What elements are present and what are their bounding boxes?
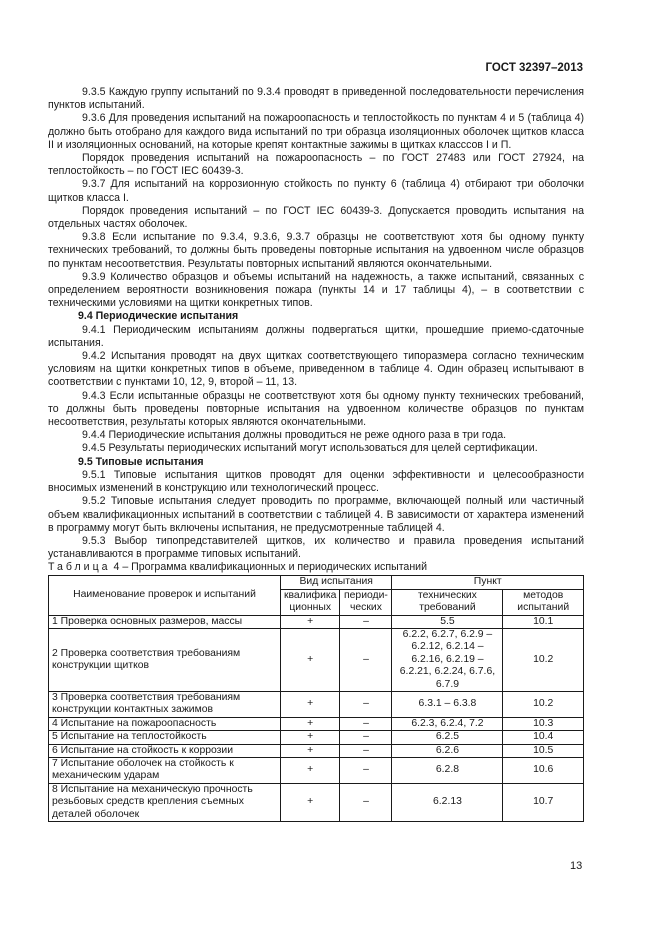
qualification-cell: + (280, 744, 340, 757)
document-code: ГОСТ 32397–2013 (485, 62, 583, 74)
test-name-cell: 5 Испытание на теплостойкость (49, 731, 281, 744)
test-method-cell: 10.2 (503, 691, 584, 717)
periodic-cell: – (340, 758, 392, 784)
page-number: 13 (570, 860, 583, 872)
qualification-cell: + (280, 731, 340, 744)
qualification-cell: + (280, 783, 340, 821)
test-method-cell: 10.4 (503, 731, 584, 744)
table-row (49, 758, 584, 784)
test-name-cell: 3 Проверка соответствия требованиям конструкции контактных зажимов (49, 691, 281, 717)
tech-requirements-cell: 6.2.8 (392, 758, 503, 784)
tech-requirements-cell: 6.2.13 (392, 783, 503, 821)
tech-requirements-cell: 6.2.2, 6.2.7, 6.2.9 – 6.2.12, 6.2.14 – 6.2.16, 6.2.19 – 6.2.21, 6.2.24, 6.7.6, 6.7.9 (392, 628, 503, 691)
tech-requirements-cell: 6.2.6 (392, 744, 503, 757)
col-header-name: Наименование проверок и испытаний (49, 576, 281, 615)
qualification-cell: + (280, 628, 340, 691)
paragraph-list (48, 86, 584, 561)
test-method-cell: 10.3 (503, 717, 584, 730)
paragraph: 9.3.5 Каждую группу испытаний по 9.3.4 проводят в приведенной последовательности перечисления пунктов испытаний. (48, 86, 584, 112)
periodic-cell: – (340, 717, 392, 730)
page-body (48, 86, 584, 822)
paragraph: 9.3.9 Количество образцов и объемы испытаний на надежность, а также испытаний, связанных с определением вероятности возникновения пожара (пункты 14 и 17 таблицы 4), – в соответствии с техническими условиями на щитки конкретных типов. (48, 270, 584, 310)
qualification-cell: + (280, 717, 340, 730)
paragraph: 9.4.3 Если испытанные образцы не соответствуют хотя бы одному пункту технических требований, то должны быть проведены повторные испытания на удвоенном количестве образцов по пунктам несоответствия, результаты которых являются окончательными. (48, 389, 584, 429)
table-row (49, 744, 584, 757)
tech-requirements-cell: 6.2.3, 6.2.4, 7.2 (392, 717, 503, 730)
test-method-cell: 10.2 (503, 628, 584, 691)
qualification-cell: + (280, 691, 340, 717)
paragraph: 9.5.2 Типовые испытания следует проводить по программе, включающей полный или частичный объем квалификационных испытаний в соответствии с таблицей 4. В зависимости от характера изменений в программу могут быть включены испытания, не предусмотренные таблицей 4. (48, 495, 584, 534)
paragraph: 9.3.8 Если испытание по 9.3.4, 9.3.6, 9.3.7 образцы не соответствуют хотя бы одному пункту технических требований, то должны быть проведены повторные испытания на удвоенном числе образцов по пунктам несоответствия. Результаты повторных испытаний являются окончательными. (48, 231, 584, 270)
qualification-cell: + (280, 758, 340, 784)
periodic-cell: – (340, 731, 392, 744)
test-name-cell: 1 Проверка основных размеров, массы (49, 615, 281, 628)
periodic-cell: – (340, 615, 392, 628)
table-row (49, 628, 584, 691)
periodic-cell: – (340, 691, 392, 717)
tech-requirements-cell: 6.3.1 – 6.3.8 (392, 691, 503, 717)
paragraph: 9.4.1 Периодическим испытаниям должны подвергаться щитки, прошедшие приемо-сдаточные испытания. (48, 323, 584, 349)
col-header-periodic: периоди-ческих (340, 589, 392, 615)
paragraph: Порядок проведения испытаний – по ГОСТ IEC 60439-3. Допускается проводить испытания на отдельных частях оболочек. (48, 204, 584, 231)
test-name-cell: 8 Испытание на механическую прочность резьбовых средств крепления съемных деталей оболочек (49, 783, 281, 821)
paragraph: 9.5.3 Выбор типопредставителей щитков, их количество и правила проведения испытаний устанавливаются в программе типовых испытаний. (48, 534, 584, 561)
test-name-cell: 4 Испытание на пожароопасность (49, 717, 281, 730)
test-method-cell: 10.7 (503, 783, 584, 821)
table-header-row (49, 576, 584, 589)
table-row (49, 615, 584, 628)
table-caption (48, 561, 584, 574)
periodic-cell: – (340, 783, 392, 821)
col-group-clause: Пункт (392, 576, 584, 589)
test-method-cell: 10.6 (503, 758, 584, 784)
table-row (49, 691, 584, 717)
section-heading: 9.5 Типовые испытания (78, 455, 204, 468)
section-heading: 9.4 Периодические испытания (78, 310, 239, 323)
col-header-test-methods: методов испытаний (503, 589, 584, 615)
table-caption-word: Таблица (48, 561, 111, 574)
test-program-table (48, 575, 584, 822)
test-name-cell: 6 Испытание на стойкость к коррозии (49, 744, 281, 757)
table-row (49, 731, 584, 744)
qualification-cell: + (280, 615, 340, 628)
col-group-test-type: Вид испытания (280, 576, 391, 589)
paragraph: 9.4.2 Испытания проводят на двух щитках соответствующего типоразмера согласно техническим условиям на щитки конкретных типов в объеме, приведенном в таблице 4. Один образец испытывают в соответствии с пунктами 10, 12, 9, второй – 11, 13. (48, 350, 584, 389)
table-row (49, 717, 584, 730)
tech-requirements-cell: 5.5 (392, 615, 503, 628)
test-name-cell: 2 Проверка соответствия требованиям конструкции щитков (49, 628, 281, 691)
test-method-cell: 10.5 (503, 744, 584, 757)
paragraph: 9.4.5 Результаты периодических испытаний могут использоваться для целей сертификации. (82, 442, 538, 455)
table-caption-text: 4 – Программа квалификационных и периодических испытаний (113, 561, 428, 574)
test-method-cell: 10.1 (503, 615, 584, 628)
tech-requirements-cell: 6.2.5 (392, 731, 503, 744)
col-header-qualification: квалифика ционных (280, 589, 340, 615)
col-header-tech-requirements: технических требований (392, 589, 503, 615)
periodic-cell: – (340, 744, 392, 757)
table-row (49, 783, 584, 821)
periodic-cell: – (340, 628, 392, 691)
paragraph: 9.5.1 Типовые испытания щитков проводят для оценки эффективности и целесообразности вносимых изменений в конструкцию или технологический процесс. (48, 468, 584, 495)
paragraph: Порядок проведения испытаний на пожароопасность – по ГОСТ 27483 или ГОСТ 27924, на теплостойкость – по ГОСТ IEC 60439-3. (48, 152, 584, 178)
table-body (49, 615, 584, 822)
paragraph: 9.3.7 Для испытаний на коррозионную стойкость по пункту 6 (таблица 4) отбирают три оболочки щитков класса I. (48, 178, 584, 204)
test-name-cell: 7 Испытание оболочек на стойкость к механическим ударам (49, 758, 281, 784)
paragraph: 9.4.4 Периодические испытания должны проводиться не реже одного раза в три года. (82, 429, 507, 442)
paragraph: 9.3.6 Для проведения испытаний на пожароопасность и теплостойкость по пунктам 4 и 5 (таблица 4) должно быть отобрано для каждого вида испытаний по три образца изоляционных оболочек щитков класса II и изоляционных оснований, на которые крепят контактные зажимы в щитках класссов I и П. (48, 112, 584, 151)
